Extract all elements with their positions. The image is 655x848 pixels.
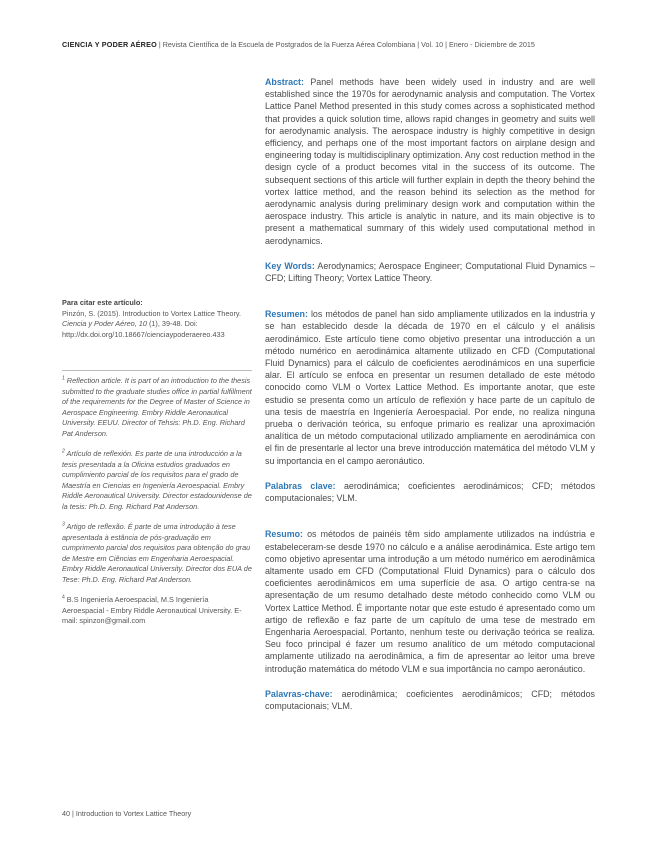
keywords-label: Key Words: — [265, 260, 315, 271]
resumen-section — [265, 308, 595, 467]
running-header — [62, 40, 622, 49]
palabras-section — [265, 480, 595, 504]
abstract-label: Abstract: — [265, 77, 304, 87]
journal-details: | Revista Científica de la Escuela de Postgrados de la Fuerza Aérea Colombiana | Vol. 10 | Enero - Diciembre de 2015 — [156, 40, 535, 49]
main-column — [265, 76, 595, 725]
footnote — [62, 595, 252, 627]
footnote — [62, 376, 252, 439]
footnote-text: B.S Ingeniería Aeroespacial, M.S Ingeniería Aeroespacial - Embry Riddle Aeronautical University. E-mail: spinzon@gmail.com — [62, 595, 242, 625]
resumo-label: Resumo: — [265, 529, 303, 540]
journal-name: CIENCIA Y PODER AÉREO — [62, 40, 157, 49]
footnote-marker: 2 — [62, 448, 65, 455]
footnote-marker: 3 — [62, 521, 65, 528]
palavras-section — [265, 688, 595, 712]
resumo-section — [265, 528, 595, 674]
palavras-text: aerodinâmica; coeficientes aerodinâmicos; CFD; métodos computacionais; VLM. — [265, 688, 595, 711]
palavras-label: Palavras-chave: — [265, 688, 333, 699]
page-footer: 40 | Introduction to Vortex Lattice Theory — [62, 809, 192, 818]
abstract-text: Panel methods have been widely used in industry and are well established since the 1970s for aerodynamic analysis and computation. The Vortex Lattice Panel Method presented in this study comes across a sophisticated method that provides a quick solution time, allows rapid changes in geometry and suits well for aerodynamic analysis. The aerospace industry is highly competitive in design efficiency, and perhaps one of the most important factors on airplane design and engineering today is multidisciplinary optimization. Any cost reduction method in the design cycle of a product becomes vital in the success of its outcome. The subsequent sections of this article will further explain in depth the theory behind the vortex lattice method, and the reason behind its selection as the method for aerodynamic analysis during preliminary design work and computation within the aerospace industry. This article is analytic in nature, and its main objective is to present a mathematical summary of this widely used computational method in aerodynamics. — [265, 77, 595, 246]
palabras-label: Palabras clave: — [265, 480, 336, 491]
resumen-label: Resumen: — [265, 309, 308, 320]
footnote-divider — [62, 370, 252, 371]
citation-text — [62, 309, 252, 341]
citation-rest: (1), 39-48. Doi: http://dx.doi.org/10.18667/cienciaypoderaereo.433 — [62, 319, 225, 339]
footnote-marker: 1 — [62, 375, 65, 382]
resumen-text: los métodos de panel han sido ampliamente utilizados en la industria y se han establecido desde la década de 1970 en el cálculo y el análisis aerodinámico. Este artículo tiene como objetivo presentar una introducción a un método numérico en aerodinámica altamente utilizado en CFD (Computational Fluid Dynamics) para el cálculo de coeficientes aerodinámicos en una superficie alar. El artículo se enfoca en presentar un resumen detallado de este método conocido como VLM o Vortex Lattice Method. Es importante anotar, que este estudio se presenta como un artículo de reflexión y hace parte de un capítulo de una tesis de maestría en Ingeniería Aeroespacial. Por ende, no realiza ninguna prueba o derivación teórica, su enfoque primario es realizar una aproximación analítica de un método computacional utilizado ampliamente en aerodinámica con el fin de presentarle al lector una breve introducción matemática del método VLM y su importancia en el campo aeronáutico. — [265, 309, 595, 466]
footnote-text: Artigo de reflexão. É parte de uma introdução à tese apresentada à estância de pós-graduação em cumprimento parcial dos requisitos para obtenção do grau de Mestre em Ciências em Engenharia Aeroespacial. Embry Riddle Aeronautical University. Director dos EUA de Tese: Ph.D. Eng. Richard Pat Anderson. — [62, 522, 252, 584]
footnote-text: Reflection article. It is part of an introduction to the thesis submitted to the graduate studies office in partial fulfillment of the requirements for the Degree of Master of Science in Aerospace Engineering. Embry Riddle Aeronautical University. EEUU. Director of Tehsis: Ph.D. Eng. Richard Pat Anderson. — [62, 376, 252, 438]
resumo-text: os métodos de painéis têm sido amplamente utilizados na indústria e estabeleceram-se desde 1970 no cálculo e a análise aerodinámica. Este artigo tem como objetivo apresentar uma introdução a um método numérico em aerodinâmica altamente usado em CFD (Computational Fluid Dynamics) para o cálculo dos coeficientes aerodinâmicos em uma superfície de asa. O artigo centra-se na apresentação de um resumo detalhado deste método conhecido como VLM ou Vortex Lattice Method. É importante notar que este estudo é apresentado como um artigo de reflexão e faz parte de um capítulo de uma tese de mestrado em Engenharia Aeroespacial. Portanto, nenhum teste ou derivação teórica se realiza. Seu foco principal é fazer um resumo analítico de um método computacional amplamente utilizado na aerodinâmica, a fim de apresentar ao leitor uma breve introdução matemática do método VLM e sua importância no campo aeronáutico. — [265, 529, 595, 674]
footnote — [62, 522, 252, 585]
citation-title: Para citar este artículo: — [62, 298, 143, 307]
citation-journal: Ciencia y Poder Aéreo, 10 — [62, 319, 147, 328]
keywords-section — [265, 260, 595, 284]
abstract-section — [265, 76, 595, 247]
palabras-text: aerodinámica; coeficientes aerodinámicos; CFD; métodos computacionales; VLM. — [265, 480, 596, 504]
footnotes — [62, 376, 252, 637]
footnote-marker: 4 — [62, 594, 65, 601]
citation-authors: Pinzón, S. (2015). Introduction to Vortex Lattice Theory. — [62, 308, 242, 318]
footnote — [62, 449, 252, 512]
citation-block — [62, 298, 252, 340]
footnote-text: Artículo de reflexión. Es parte de una introducción a la tesis presentada a la Oficina estudios graduados en cumplimiento parcial de los requisitos para el grado de Maestría en Ciencias en Ingeniería Aeroespacial. Embry Riddle Aeronautical University. Director estadounidense de la tesis: Ph.D. Eng. Richard Pat Anderson. — [62, 449, 252, 511]
keywords-text: Aerodynamics; Aerospace Engineer; Computational Fluid Dynamics – CFD; Lifting Theory; Vortex Lattice Theory. — [265, 260, 595, 284]
